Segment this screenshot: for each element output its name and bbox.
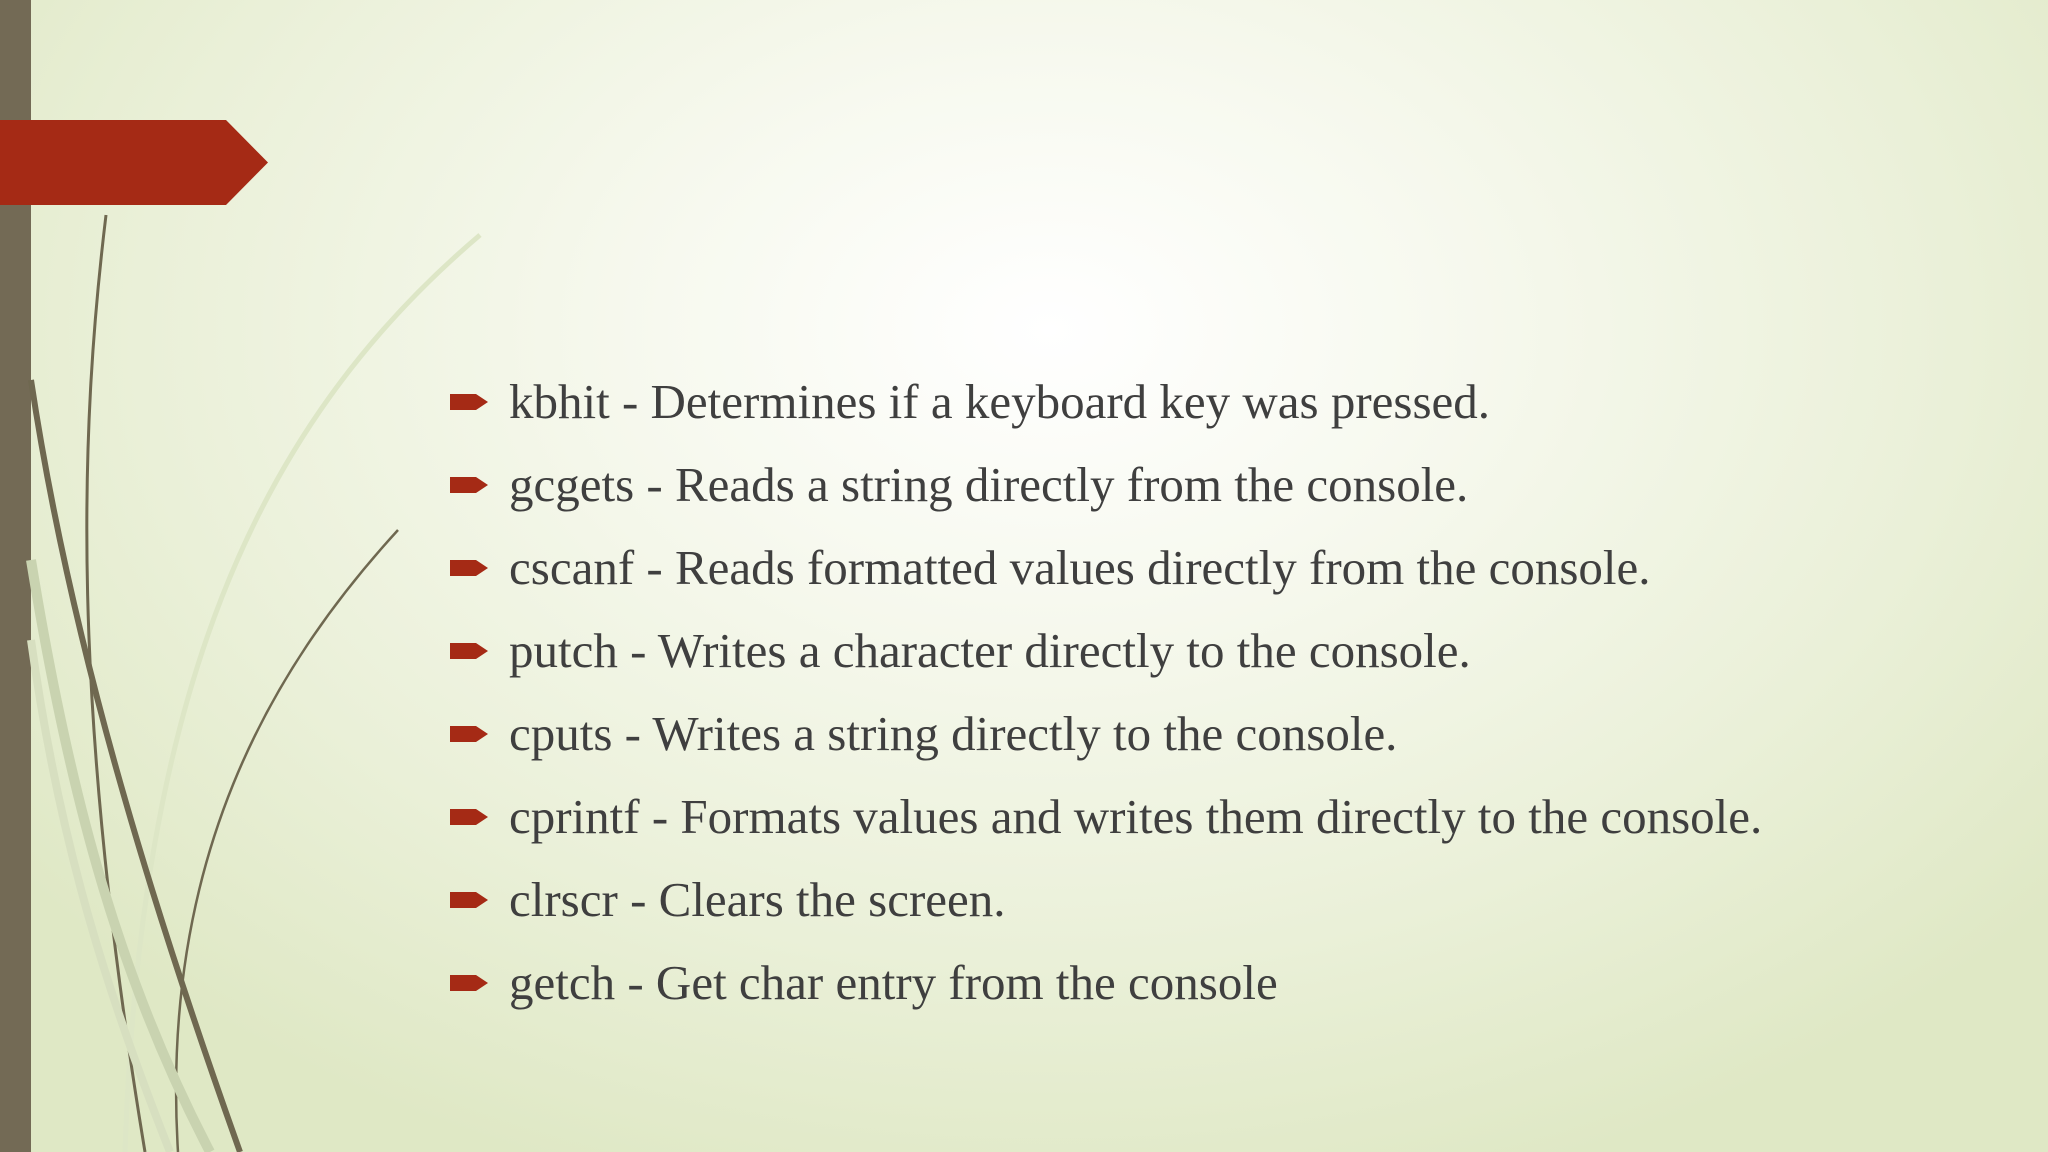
bullet-text: getch - Get char entry from the console: [509, 955, 1278, 1010]
bullet-text: clrscr - Clears the screen.: [509, 872, 1006, 927]
list-item: [450, 858, 1762, 941]
arrow-bullet-icon: [450, 391, 490, 413]
arrow-bullet-icon: [450, 723, 490, 745]
list-item: [450, 526, 1762, 609]
arrow-bullet-icon: [450, 640, 490, 662]
list-item: [450, 360, 1762, 443]
arrow-bullet-icon: [450, 474, 490, 496]
list-item: [450, 941, 1762, 1024]
arrow-bullet-icon: [450, 557, 490, 579]
bullet-text: gcgets - Reads a string directly from the console.: [509, 457, 1469, 512]
list-item: [450, 443, 1762, 526]
list-item: [450, 609, 1762, 692]
bullet-text: cprintf - Formats values and writes them directly to the console.: [509, 789, 1763, 844]
bullet-text: kbhit - Determines if a keyboard key was pressed.: [509, 374, 1491, 429]
arrow-bullet-icon: [450, 889, 490, 911]
list-item: [450, 692, 1762, 775]
title-tab-arrow: [0, 120, 268, 205]
arrow-bullet-icon: [450, 806, 490, 828]
list-item: [450, 775, 1762, 858]
bullet-text: cputs - Writes a string directly to the console.: [509, 706, 1398, 761]
bullet-text: putch - Writes a character directly to the console.: [509, 623, 1471, 678]
bullet-text: cscanf - Reads formatted values directly from the console.: [509, 540, 1651, 595]
bullet-list: [450, 360, 1762, 1024]
arrow-bullet-icon: [450, 972, 490, 994]
